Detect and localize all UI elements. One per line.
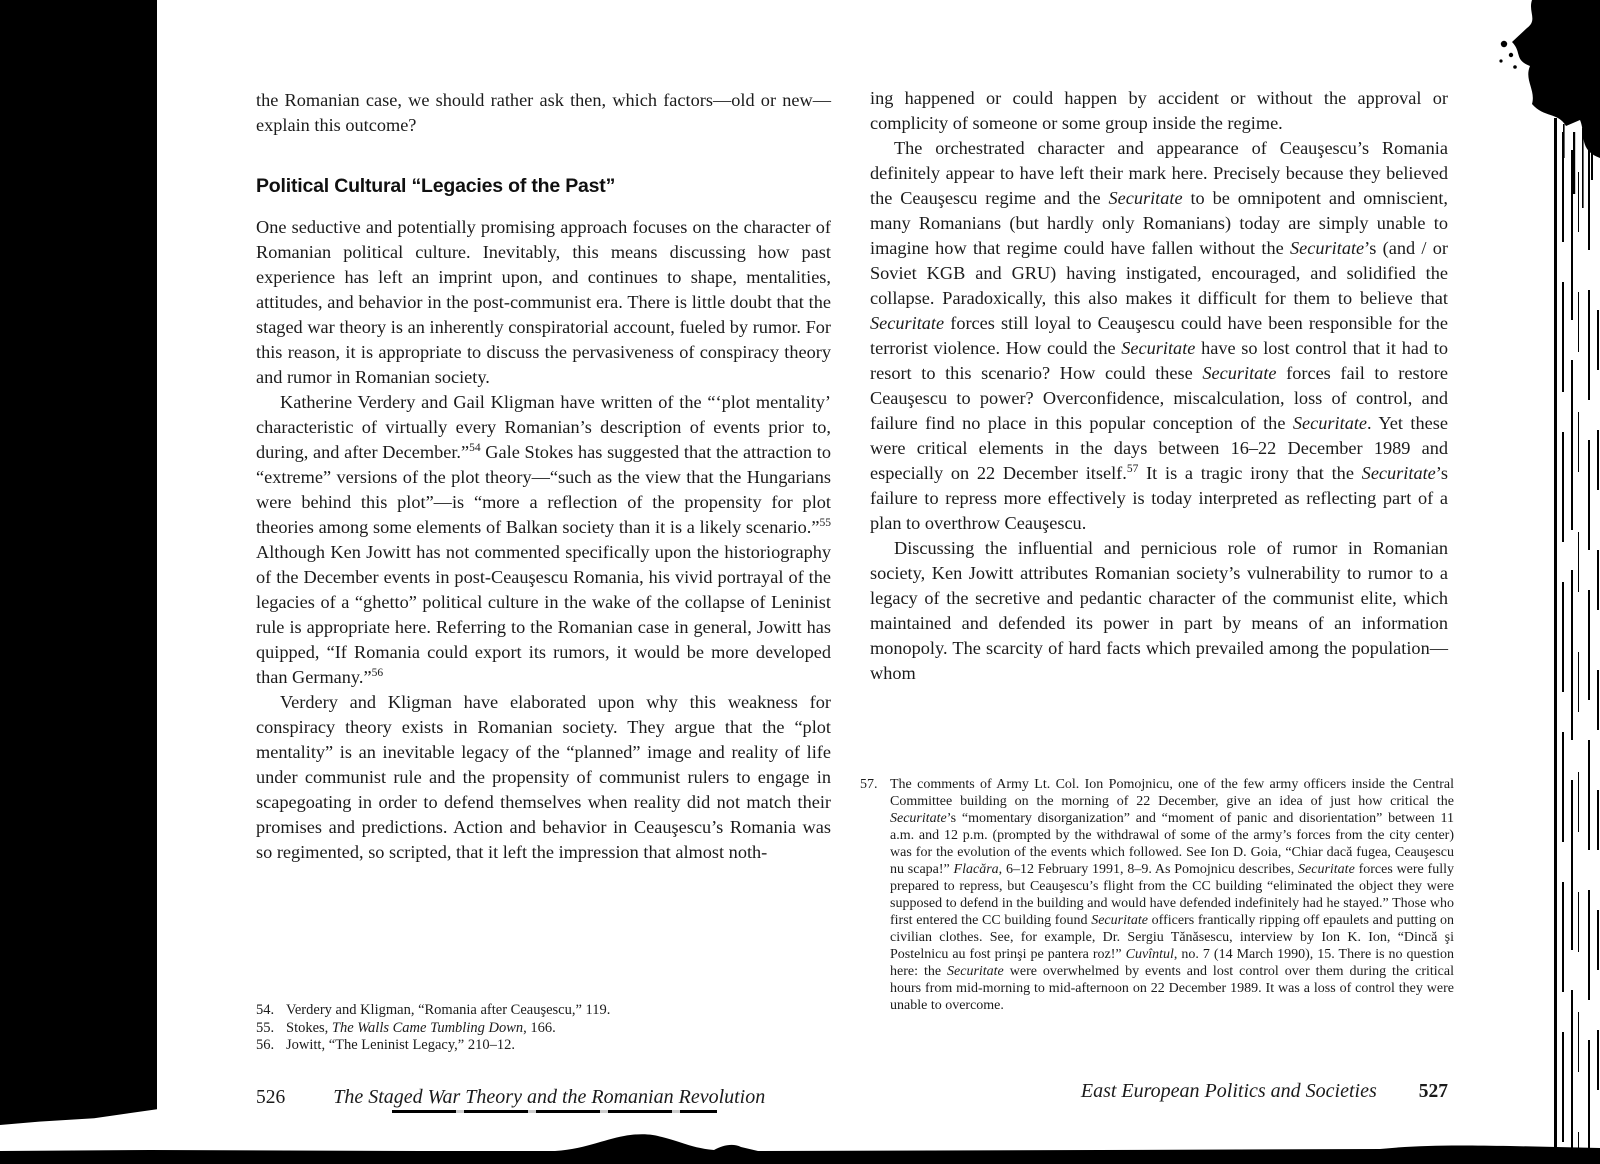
scan-streak (1588, 140, 1590, 1152)
page-footer-left (256, 1086, 831, 1109)
paragraph-continuation: the Romanian case, we should rather ask then, which factors—old or new—explain this outcome? (256, 90, 831, 135)
paragraph: Verdery and Kligman have elaborated upon why this weakness for conspiracy theory exists in Romanian society. They argue that the “plot mentality” is an inevitable legacy of the “planned” image and reality of life under communist rule and the propensity of communist rulers to engage in scapegoating in order to defend themselves when reality did not match their promises and predictions. Action and behavior in Ceauşescu’s Romania was so regimented, so scripted, that it left the impression that almost noth- (256, 692, 831, 862)
scan-streak (1562, 132, 1564, 1152)
section-heading: Political Cultural “Legacies of the Past” (256, 175, 616, 197)
footnote-text: The comments of Army Lt. Col. Ion Pomojnicu, one of the few army officers inside the Central Committee building on the morning of 22 December, give an idea of just how critical the Securitate’s “momentary disorganization” and “moment of panic and disorientation” between 11 a.m. and 12 p.m. (prompted by the withdrawal of some of the army’s forces from the city center) was for the evolution of the events which followed. See Ion D. Goia, “Chiar dacă fugea, Ceauşescu nu scapa!” Flacăra, 6–12 February 1991, 8–9. As Pomojnicu describes, Securitate forces were fully prepared to repress, but Ceauşescu’s flight from the CC building “eliminated the object they were supposed to defend in the building and would have defended indefinitely had he stayed.” Those who first entered the CC building found Securitate officers frantically ripping off epaulets and putting on civilian clothes. See, for example, Dr. Sergiu Tănăsescu, interview by Ion K. Ion, “Dincă şi Postelnicu au fost prinşi pe pantera roz!” Cuvîntul, no. 7 (14 March 1990), 15. There is no question here: the Securitate were overwhelmed by events and lost control over them during the critical hours from mid-morning to mid-afternoon on 22 December 1989. It was a loss of control they were unable to overcome. (890, 777, 1455, 1013)
footnote-text: Stokes, The Walls Came Tumbling Down, 166. (286, 1019, 556, 1036)
paragraph: The orchestrated character and appearance of Ceauşescu’s Romania definitely appear to have left their mark here. Precisely because they believed the Ceauşescu regime and the Securitate to be omnipotent and omniscient, many Romanians (but hardly only Romanians) today are simply unable to imagine how that regime could have fallen without the Securitate’s (and / or Soviet KGB and GRU) having instigated, encouraged, and solidified the collapse. Paradoxically, this also makes it difficult for them to believe that Securitate forces still loyal to Ceauşescu could have been responsible for the terrorist violence. How could the Securitate have so lost control that it had to resort to this scenario? How could these Securitate forces fail to restore Ceauşescu to power? Overconfidence, miscalculation, loss of control, and failure find no place in this popular conception of the Securitate. Yet these were critical elements in the days between 16–22 December 1989 and especially on 22 December itself.$^{57}$ It is a tragic irony that the Securitate’s failure to repress more effectively is today interpreted as reflecting part of a plan to overthrow Ceauşescu. (870, 138, 1448, 533)
paragraph: One seductive and potentially promising approach focuses on the character of Romanian political culture. Inevitably, this means discussing how past experience has left an imprint upon, and continues to shape, mentalities, attitudes, and behavior in the post-communist era. There is little doubt that the staged war theory is an inherently conspiratorial account, fueled by rumor. For this reason, it is appropriate to discuss the pervasiveness of conspiracy theory and rumor in Romanian society. (256, 217, 831, 387)
scan-streak (1578, 172, 1579, 1152)
scan-streak (1571, 150, 1573, 1152)
right-page-column (870, 86, 1448, 686)
scan-bottom-edge (0, 1100, 1600, 1164)
footnote (256, 1002, 831, 1020)
footnotes-right (860, 776, 1454, 1014)
footnotes-left (256, 1002, 831, 1055)
footnote (860, 776, 1454, 1014)
footnote-text: Verdery and Kligman, “Romania after Ceauşescu,” 119. (286, 1002, 611, 1018)
footnote-number: 57. (860, 777, 878, 792)
page-footer-right (870, 1080, 1448, 1103)
page-number: 526 (256, 1087, 286, 1108)
footnote-number: 55. (256, 1019, 275, 1036)
paragraph: Discussing the influential and pernicious role of rumor in Romanian society, Ken Jowitt attributes Romanian society’s vulnerability to rumor to a legacy of the secretive and pedantic character of the communist elite, which maintained and defended its power in part by means of an information monopoly. The scarcity of hard facts which prevailed among the population—whom (870, 538, 1448, 683)
page-number: 527 (1418, 1081, 1448, 1102)
footnote (256, 1037, 831, 1055)
scan-streak (1554, 118, 1557, 1152)
paragraph-continuation: ing happened or could happen by accident or without the approval or complicity of someone or some group inside the regime. (870, 88, 1448, 133)
footnote-text: Jowitt, “The Leninist Legacy,” 210–12. (286, 1037, 515, 1053)
ink-blot-top-right (1490, 0, 1600, 215)
footnote-number: 54. (256, 1002, 275, 1018)
paragraph: Katherine Verdery and Gail Kligman have written of the “‘plot mentality’ characteristic of virtually every Romanian’s description of events prior to, during, and after December.”$^{54}$ Gale Stokes has suggested that the attraction to “extreme” versions of the plot theory—“such as the view that the Hungarians were behind this plot”—is “more a reflection of the propensity for plot theories among some elements of Balkan society than it is a likely scenario.”$^{55}$ Although Ken Jowitt has not commented specifically upon the historiography of the December events in post-Ceauşescu Romania, his vivid portrayal of the legacies of a “ghetto” political culture in the wake of the collapse of Leninist rule is appropriate here. Referring to the Romanian case in general, Jowitt has quipped, “If Romania could export its rumors, it would be more developed than Germany.”$^{56}$ (256, 392, 831, 687)
journal-title: East European Politics and Societies (1080, 1080, 1377, 1102)
scan-streak (1597, 310, 1599, 1152)
chapter-title: The Staged War Theory and the Romanian Revolution (333, 1086, 766, 1108)
footnote-number: 56. (256, 1037, 275, 1053)
footnote (256, 1020, 831, 1038)
scan-gutter-bar (0, 0, 157, 1125)
left-page-column (256, 88, 831, 865)
